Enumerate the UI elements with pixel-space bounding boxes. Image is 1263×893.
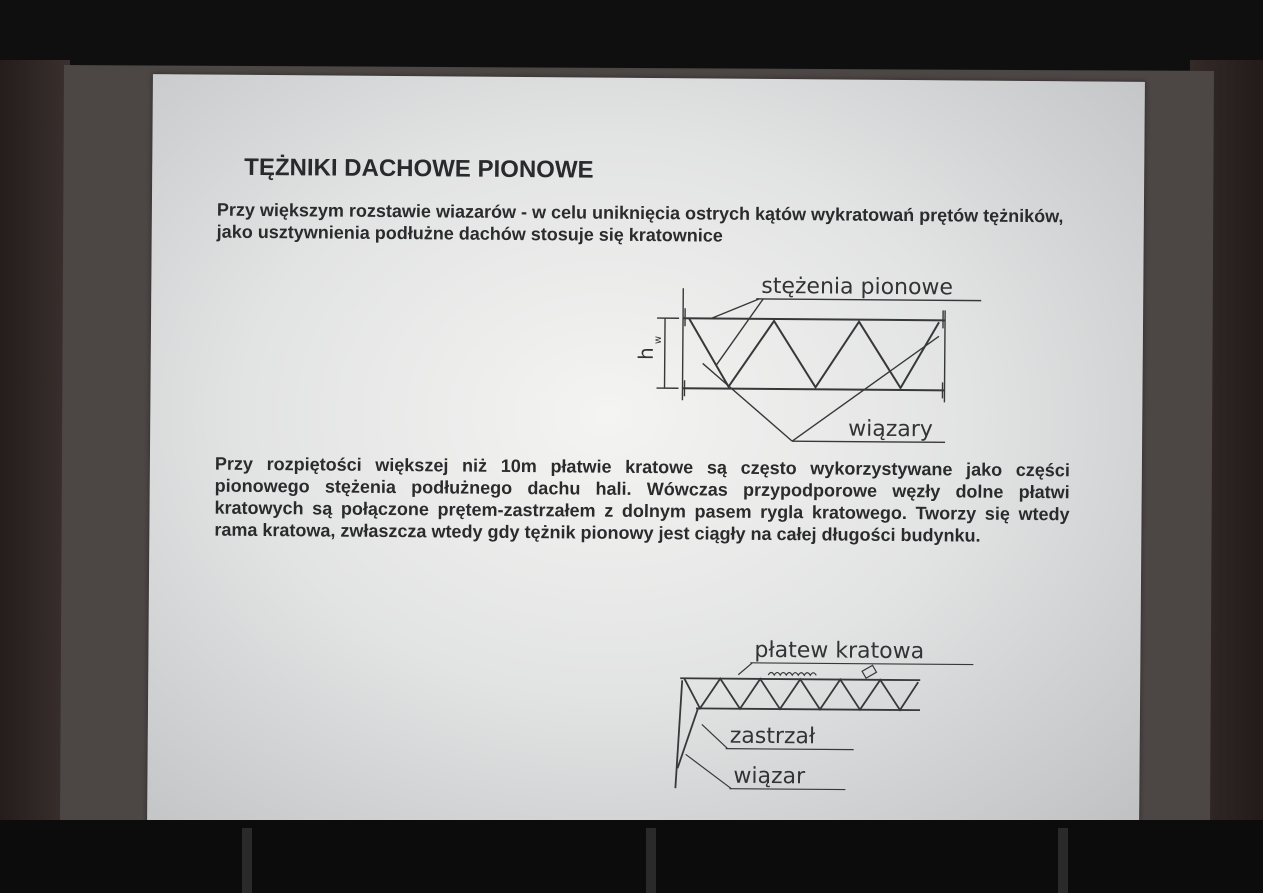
paragraph-intro: Przy większym rozstawie wiazarów - w celu uniknięcia ostrych kątów wykratowań prętów tężników, jako usztywnienia podłużne dachów stosuje się kratownice xyxy=(216,199,1064,246)
purlin-bottom-chord xyxy=(696,708,920,710)
room-ceiling xyxy=(0,0,1263,70)
label-platew-kratowa: płatew kratowa xyxy=(754,637,925,665)
leader-line xyxy=(702,363,793,441)
label-wiazary: wiązary xyxy=(848,416,933,443)
projected-slide xyxy=(147,74,1145,832)
bottom-chord xyxy=(683,388,945,390)
label-stezenia-pionowe: stężenia pionowe xyxy=(761,273,954,301)
corrugated-sheeting xyxy=(768,672,816,675)
leader-line xyxy=(717,299,764,365)
top-chord xyxy=(683,318,945,320)
screen-stand-center xyxy=(646,828,656,893)
dimension-label-w: w xyxy=(652,335,664,345)
stage-floor xyxy=(0,820,1263,893)
leader-line xyxy=(685,754,731,788)
leader-line xyxy=(738,663,752,675)
label-zastrzal: zastrzał xyxy=(729,723,816,750)
slide-title: TĘŻNIKI DACHOWE PIONOWE xyxy=(244,153,594,184)
screen-stand-right xyxy=(1058,828,1068,893)
purlin-truss-diagram xyxy=(667,628,988,811)
truss-post xyxy=(675,680,682,788)
web-members xyxy=(689,318,940,388)
paragraph-main: Przy rozpiętości większej niż 10m płatwie kratowe są często wykorzystywane jako części pionowego stężenia podłużnego dachu hali. Wówczas przypodporowe węzły dolne płatwi kratowych są połączone prętem-zastrzałem z dolnym pasem rygla kratowego. Tworzy się wtedy rama kratowa, zwłaszcza wtedy gdy tężnik pionowy jest ciągły na całej długości budynku. xyxy=(214,453,1070,546)
purlin-web xyxy=(684,678,918,710)
room-wall-left xyxy=(0,60,70,830)
screen-stand-left xyxy=(242,828,252,893)
dimension-line-hw xyxy=(665,318,666,388)
leader-line xyxy=(702,724,728,748)
vertical-bracing-diagram xyxy=(620,268,992,471)
dimension-label-h: h xyxy=(633,347,658,361)
label-wiazar: wiązar xyxy=(733,763,806,790)
